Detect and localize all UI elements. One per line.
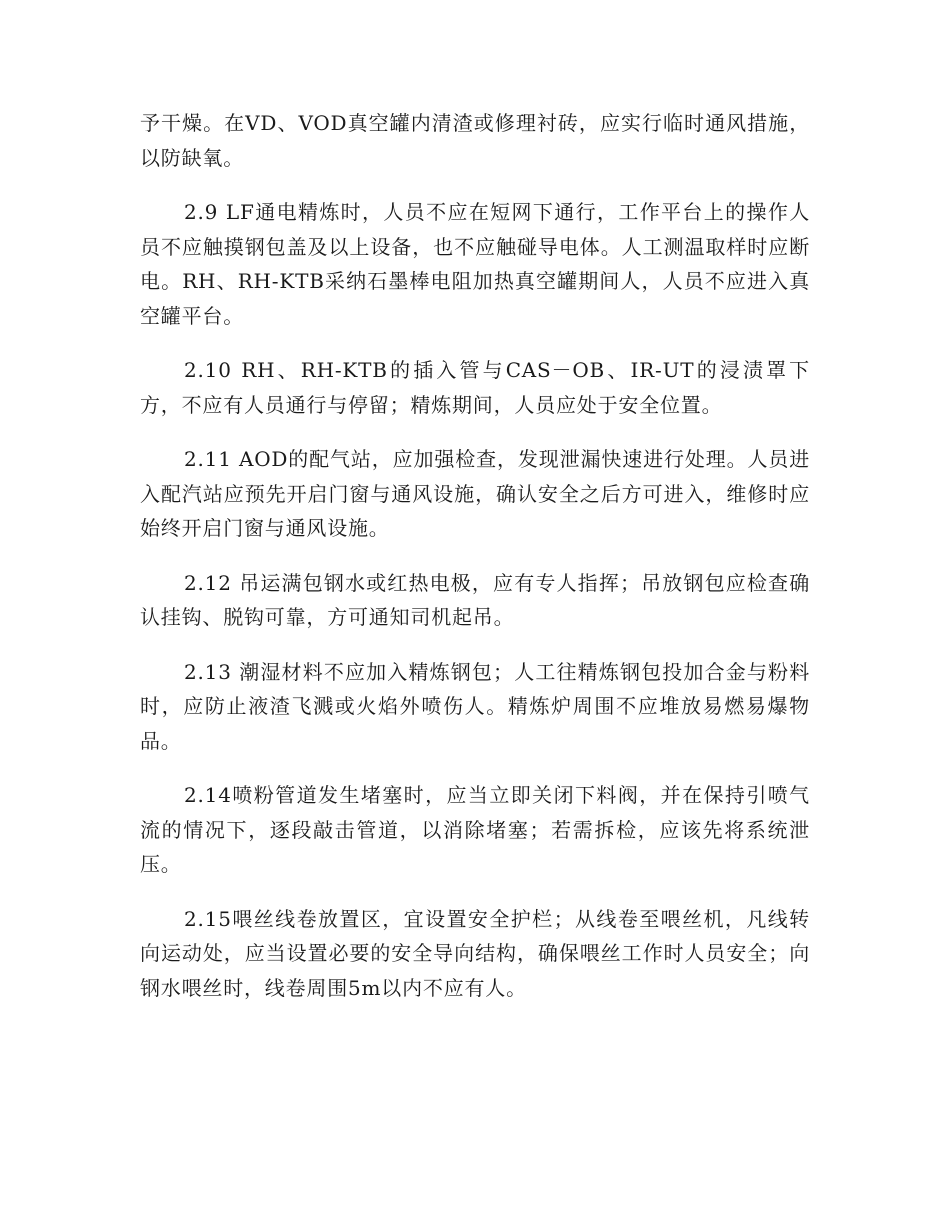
paragraph-2-13: 2.13 潮湿材料不应加入精炼钢包；人工往精炼钢包投加合金与粉料时，应防止液渣飞溅或火焰外喷伤人。精炼炉周围不应堆放易燃易爆物品。 xyxy=(140,659,810,753)
document-body xyxy=(140,106,810,1025)
paragraph-2-15: 2.15喂丝线卷放置区，宜设置安全护栏；从线卷至喂丝机，凡线转向运动处，应当设置必要的安全导向结构，确保喂丝工作时人员安全；向钢水喂丝时，线卷周围5m以内不应有人。 xyxy=(140,906,810,1000)
paragraph-2-10: 2.10 RH、RH-KTB的插入管与CAS－OB、IR-UT的浸渍罩下方，不应有人员通行与停留；精炼期间，人员应处于安全位置。 xyxy=(140,358,810,417)
paragraph-continuation: 予干燥。在VD、VOD真空罐内清渣或修理衬砖，应实行临时通风措施，以防缺氧。 xyxy=(140,111,810,170)
paragraph-2-14: 2.14喷粉管道发生堵塞时，应当立即关闭下料阀，并在保持引喷气流的情况下，逐段敲击管道，以消除堵塞；若需拆检，应该先将系统泄压。 xyxy=(140,783,810,876)
paragraph-2-11: 2.11 AOD的配气站，应加强检查，发现泄漏快速进行处理。人员进入配汽站应预先开启门窗与通风设施，确认安全之后方可进入，维修时应始终开启门窗与通风设施。 xyxy=(140,447,810,540)
paragraph-2-9: 2.9 LF通电精炼时，人员不应在短网下通行，工作平台上的操作人员不应触摸钢包盖及以上设备，也不应触碰导电体。人工测温取样时应断电。RH、RH-KTB采纳石墨棒电阻加热真空罐期间人，人员不应进入真空罐平台。 xyxy=(140,200,810,328)
paragraph-2-12: 2.12 吊运满包钢水或红热电极，应有专人指挥；吊放钢包应检查确认挂钩、脱钩可靠，方可通知司机起吊。 xyxy=(140,570,810,629)
